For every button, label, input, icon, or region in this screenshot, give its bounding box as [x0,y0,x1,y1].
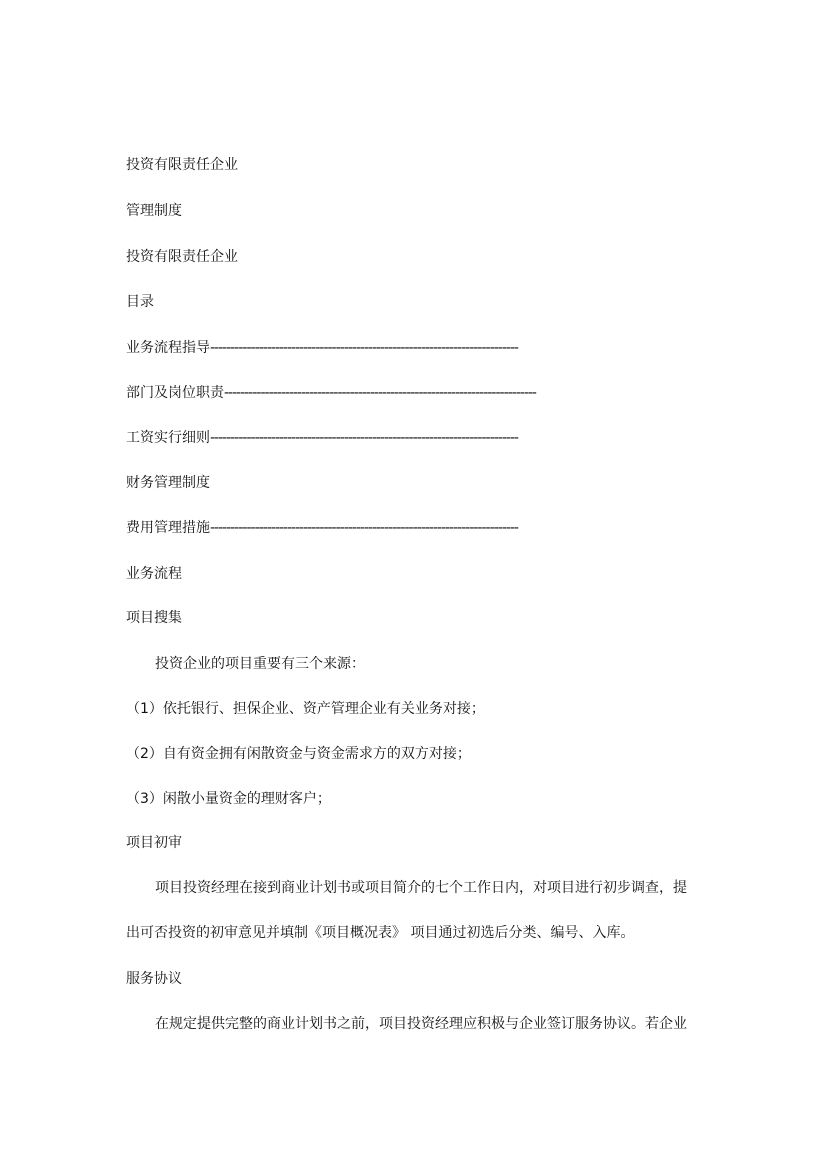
toc-item [126,429,518,447]
toc-leader: ---------------------------------------------------------------------------- [210,520,518,536]
toc-item [126,339,518,357]
subsection-heading: 服务协议 [126,971,182,987]
company-name-repeat: 投资有限责任企业 [126,249,238,265]
toc-title: 目录 [126,294,154,310]
toc-item [126,519,518,537]
paragraph-line: 出可否投资的初审意见并填制《项目概况表》 项目通过初选后分类、编号、入库。 [126,925,635,941]
toc-item-label: 部门及岗位职责 [126,385,224,401]
toc-leader: ---------------------------------------------------------------------------- [210,340,518,356]
toc-item-label: 财务管理制度 [126,475,210,491]
section-heading: 业务流程 [126,566,182,582]
toc-item [126,384,536,402]
subsection-heading: 项目初审 [126,835,182,851]
toc-leader: ----------------------------------------------------------------------------- [224,385,536,401]
subsection-heading: 项目搜集 [126,610,182,626]
toc-item-label: 业务流程指导 [126,340,210,356]
list-item: （3）闲散小量资金的理财客户； [126,791,331,807]
toc-item-label: 工资实行细则 [126,430,210,446]
review-paragraph [126,866,704,956]
paragraph-line: 在规定提供完整的商业计划书之前，项目投资经理应积极与企业签订服务协议。若企业 [155,1016,687,1032]
list-item: （2）自有资金拥有闲散资金与资金需求方的双方对接； [126,746,471,762]
system-title: 管理制度 [126,203,182,219]
list-item: （1）依托银行、担保企业、资产管理企业有关业务对接； [126,701,485,717]
agreement-paragraph [126,1002,704,1047]
toc-leader: ---------------------------------------------------------------------------- [210,430,518,446]
toc-item [126,474,210,492]
paragraph-intro: 投资企业的项目重要有三个来源： [155,656,365,672]
toc-item-label: 费用管理措施 [126,520,210,536]
paragraph-line: 项目投资经理在接到商业计划书或项目简介的七个工作日内，对项目进行初步调查，提 [155,880,687,896]
company-name: 投资有限责任企业 [126,157,238,173]
